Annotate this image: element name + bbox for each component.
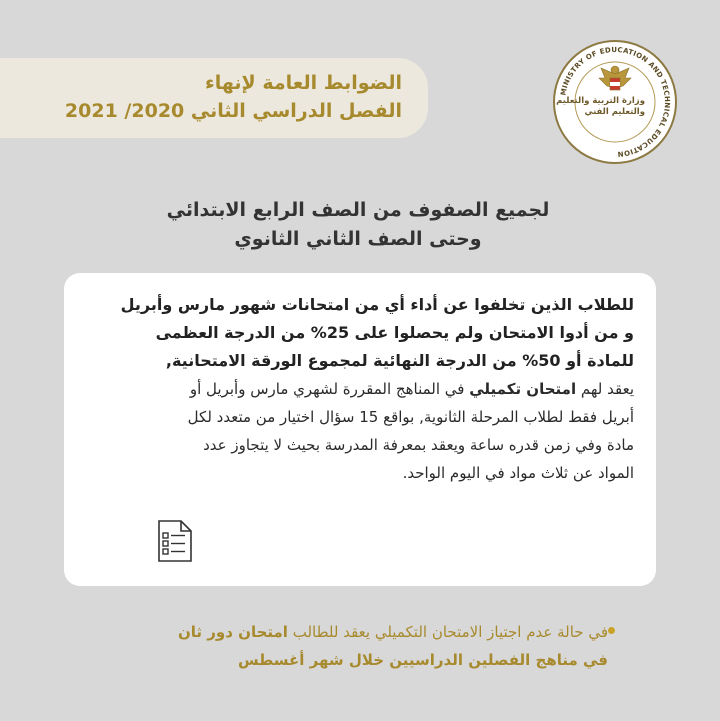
info-card — [64, 273, 656, 586]
note-line-1-before: في حالة عدم اجتياز الامتحان التكميلي يعقد للطالب — [292, 623, 608, 641]
heading-line-1: لجميع الصفوف من الصف الرابع الابتدائي — [166, 199, 550, 221]
note-line-2-text: في مناهج الفصلين الدراسيين خلال شهر أغسطس — [237, 651, 608, 669]
card-line-4-before: يعقد لهم — [580, 380, 634, 398]
section-heading — [148, 196, 568, 255]
supplementary-exam-label: امتحان تكميلي — [469, 380, 577, 398]
card-line-4 — [86, 375, 634, 403]
footer-note — [88, 618, 608, 674]
card-line-7: المواد عن ثلاث مواد في اليوم الواحد. — [402, 464, 634, 482]
card-bold-line-1: للطلاب الذين تخلفوا عن أداء أي من امتحانات شهور مارس وأبريل — [120, 295, 634, 314]
title-line-2: الفصل الدراسي الثاني 2020/ 2021 — [64, 100, 402, 122]
logo-arabic-line-2: والتعليم الفني — [584, 106, 645, 117]
note-line-2 — [88, 646, 608, 674]
checklist-document-icon — [157, 519, 193, 563]
card-text — [86, 291, 634, 487]
title-banner — [0, 58, 428, 138]
ministry-logo — [553, 40, 677, 164]
card-line-4-after: في المناهج المقررة لشهري مارس وأبريل أو — [189, 380, 465, 398]
note-bullet — [608, 627, 615, 634]
card-line-5: أبريل فقط لطلاب المرحلة الثانوية, بواقع 15 سؤال اختيار من متعدد لكل — [187, 408, 634, 426]
title-line-1: الضوابط العامة لإنهاء — [205, 72, 402, 95]
card-bold-line-2: و من أدوا الامتحان ولم يحصلوا على 25% من الدرجة العظمى — [155, 323, 634, 342]
note-line-1 — [88, 618, 608, 646]
logo-ring-text: MINISTRY OF EDUCATION AND TECHNICAL EDUCATION — [559, 45, 672, 159]
logo-arabic-line-1: وزارة التربية والتعليم — [556, 96, 645, 106]
card-bold-line-3: للمادة أو 50% من الدرجة النهائية لمجموع الورقة الامتحانية, — [165, 351, 634, 370]
card-line-6: مادة وفي زمن قدره ساعة ويعقد بمعرفة المدرسة بحيث لا يتجاوز عدد — [203, 436, 634, 454]
second-round-exam-label: امتحان دور ثان — [177, 623, 288, 641]
heading-line-2: وحتى الصف الثاني الثانوي — [234, 228, 482, 251]
